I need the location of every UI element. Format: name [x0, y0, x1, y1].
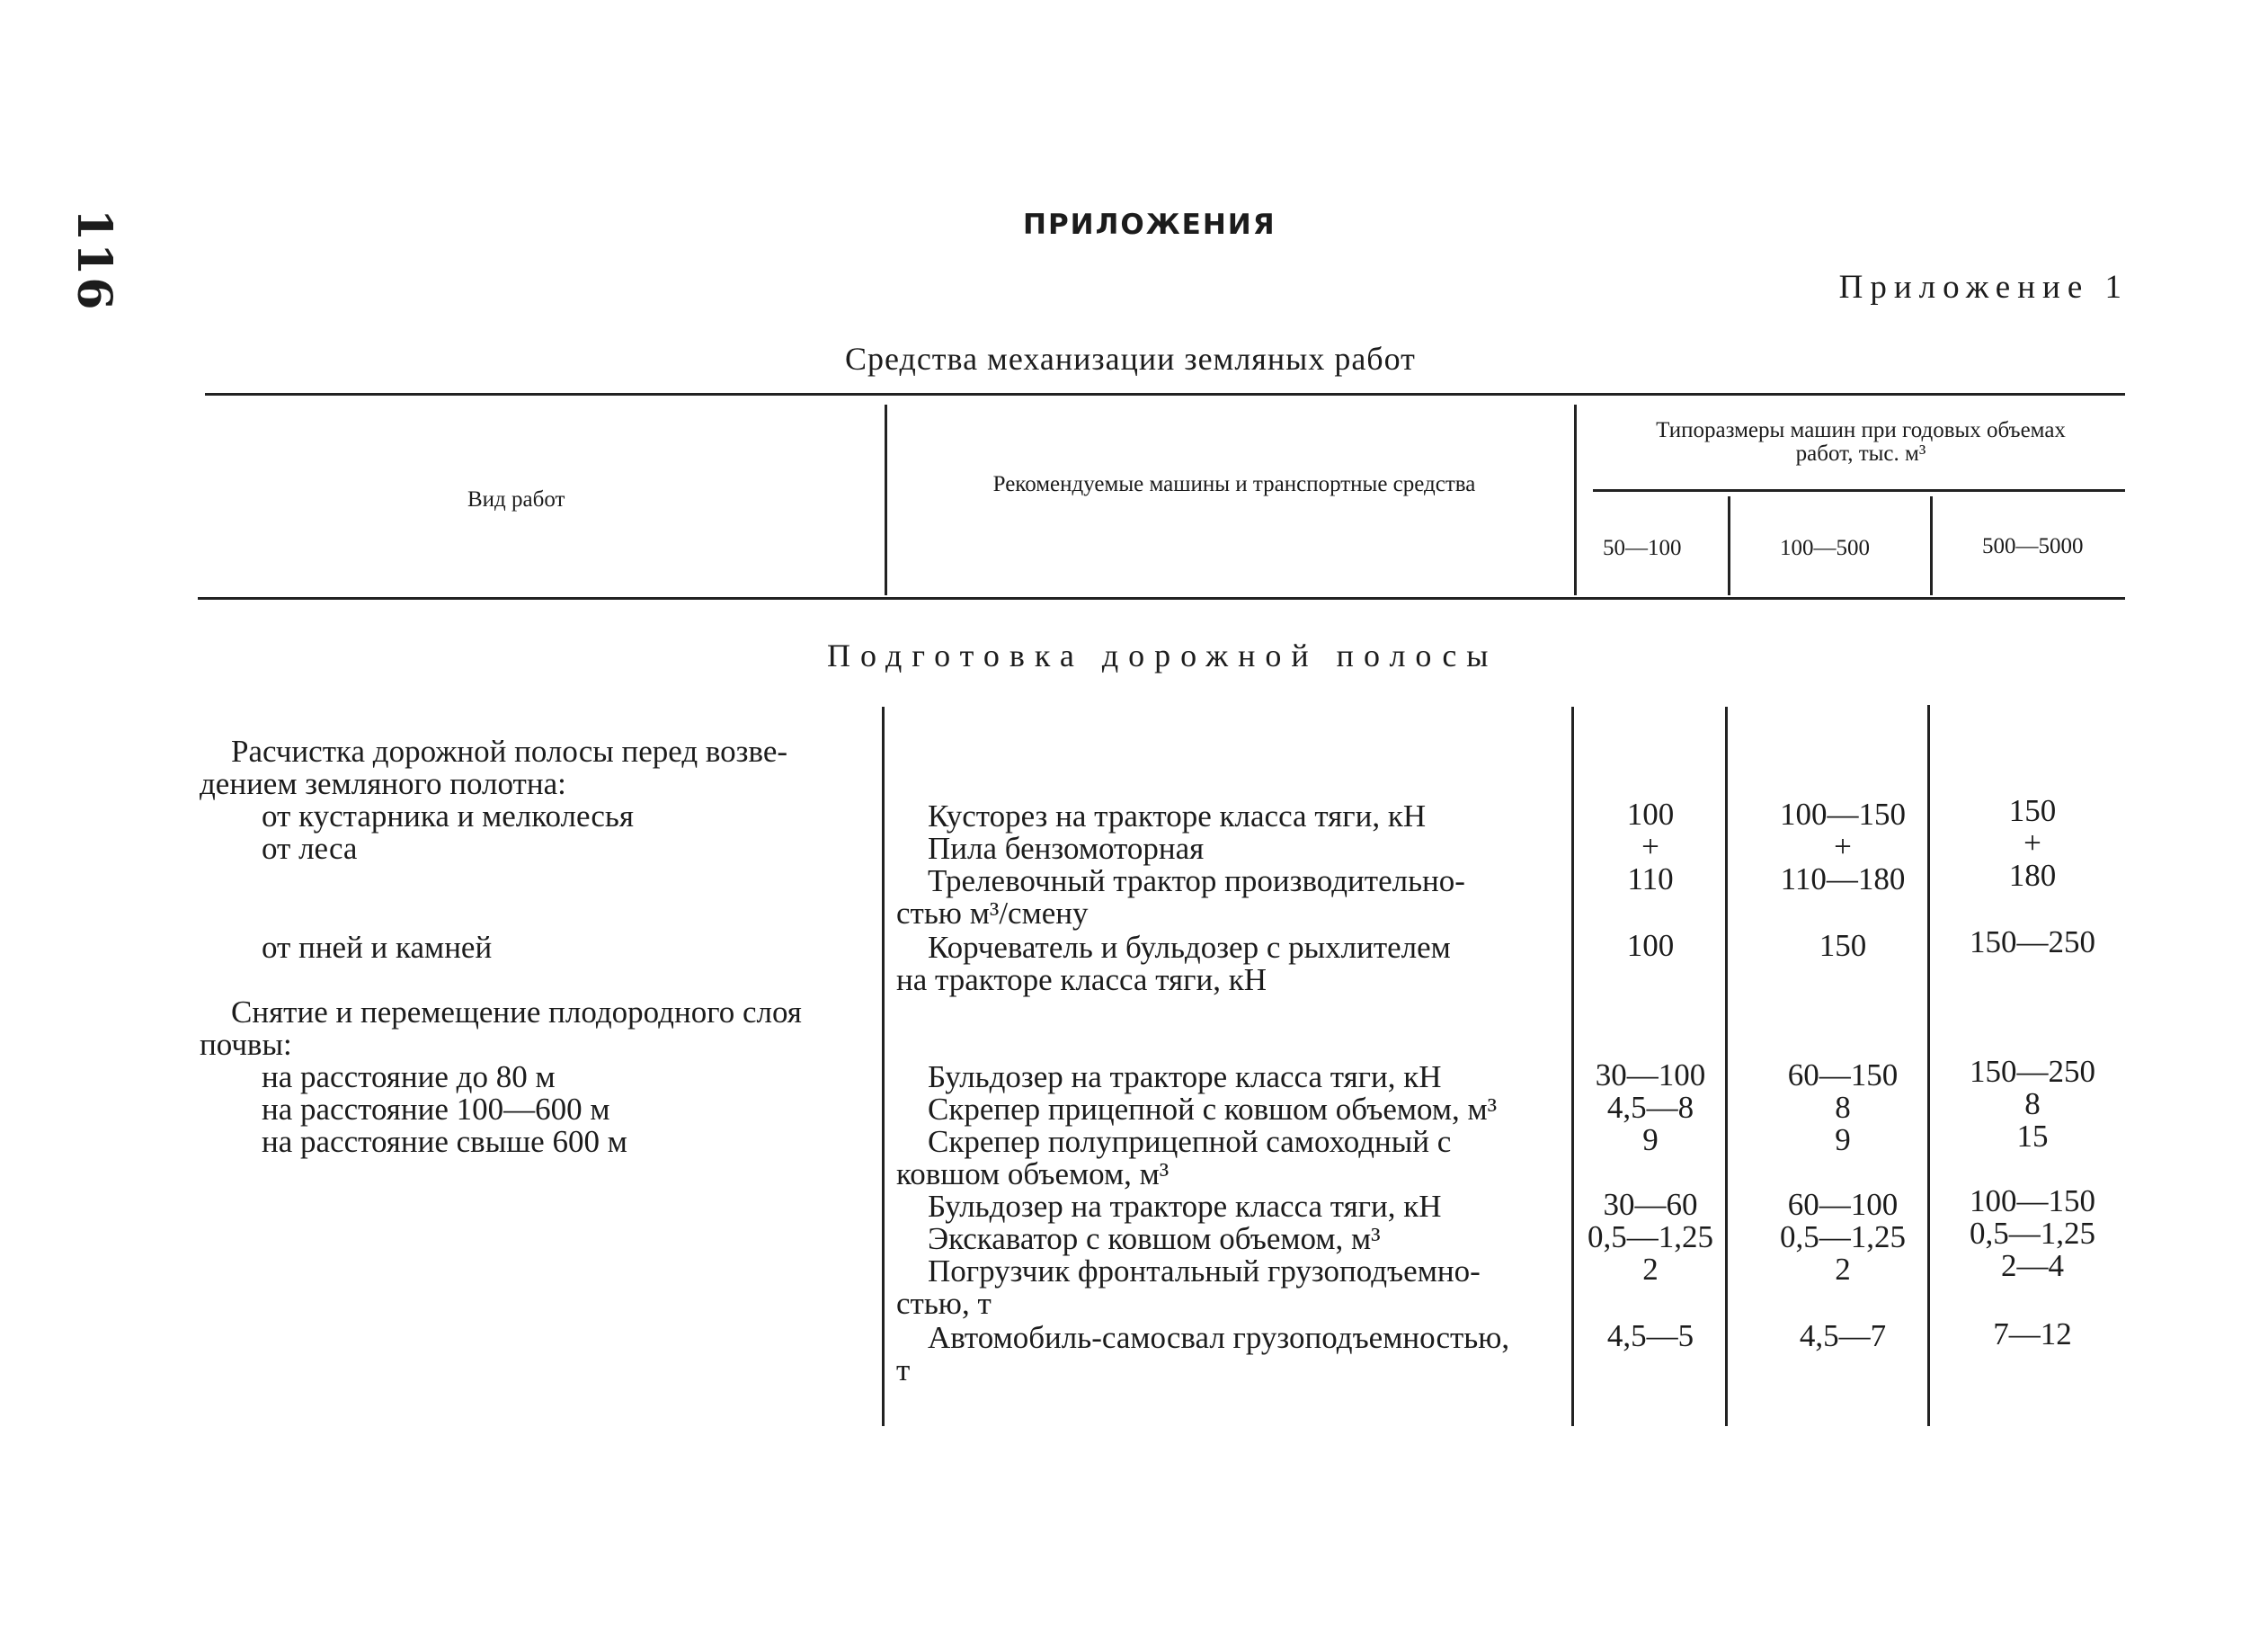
cell-range-3: 7—12	[1993, 1316, 2072, 1351]
cell-range-1: 110	[1627, 861, 1674, 896]
cell-range-2: 150	[1819, 928, 1867, 963]
cell-range-2: 100—150	[1780, 797, 1906, 832]
machine-line: стью м³/смену	[896, 896, 1089, 931]
cell-range-1: 30—100	[1595, 1057, 1706, 1093]
header-divider-3	[1728, 496, 1730, 595]
machine-line: т	[896, 1352, 911, 1387]
machine-line: Экскаватор с ковшом объемом, м³	[928, 1221, 1381, 1256]
cell-range-2: 60—100	[1787, 1187, 1899, 1222]
cell-range-2: 0,5—1,25	[1780, 1219, 1906, 1254]
work-line: дением земляного полотна:	[200, 766, 566, 801]
cell-range-1: 100	[1626, 928, 1675, 963]
work-line: на расстояние свыше 600 м	[262, 1124, 627, 1159]
cell-range-1: 0,5—1,25	[1588, 1219, 1713, 1254]
cell-range-2: 110—180	[1780, 861, 1906, 896]
cell-range-3: 8	[2024, 1086, 2041, 1121]
subsection-heading: Подготовка дорожной полосы	[827, 638, 1499, 673]
work-line: от кустарника и мелколесья	[262, 798, 634, 834]
header-divider-1	[885, 405, 887, 595]
cell-range-1: 2	[1642, 1252, 1659, 1287]
appendix-label: Приложение 1	[1838, 269, 2129, 306]
machine-line: Погрузчик фронтальный грузоподъемно-	[928, 1253, 1481, 1289]
cell-range-3: 2—4	[2001, 1248, 2064, 1283]
cell-range-2: 60—150	[1787, 1057, 1899, 1093]
cell-range-2: 4,5—7	[1799, 1318, 1887, 1353]
header-range-2: 100—500	[1780, 536, 1870, 560]
work-line: от леса	[262, 831, 358, 866]
work-line: почвы:	[200, 1027, 292, 1062]
table-top-rule	[205, 393, 2125, 396]
machine-line: Бульдозер на тракторе класса тяги, кН	[928, 1059, 1442, 1094]
body-divider-2	[1571, 707, 1574, 1426]
cell-range-2: 9	[1835, 1122, 1851, 1157]
cell-range-1: 9	[1642, 1122, 1659, 1157]
header-bottom-rule	[198, 597, 2125, 600]
header-range-1: 50—100	[1603, 536, 1682, 560]
cell-range-2: 2	[1835, 1252, 1851, 1287]
cell-range-3: 150	[2008, 793, 2057, 828]
machine-line: Скрепер полуприцепной самоходный с	[928, 1124, 1452, 1159]
section-title: ПРИЛОЖЕНИЯ	[1023, 209, 1276, 241]
cell-range-1: 30—60	[1603, 1187, 1698, 1222]
cell-range-1: 4,5—8	[1606, 1090, 1694, 1125]
body-divider-1	[882, 707, 885, 1426]
work-line: на расстояние до 80 м	[262, 1059, 556, 1094]
cell-range-1: 4,5—5	[1606, 1318, 1694, 1353]
cell-range-2: 8	[1835, 1090, 1851, 1125]
cell-range-3: 150—250	[1970, 924, 2095, 959]
machine-line: Пила бензомоторная	[928, 831, 1205, 866]
header-range-3: 500—5000	[1982, 534, 2084, 558]
cell-range-1: 100	[1626, 797, 1675, 832]
work-line: Снятие и перемещение плодородного слоя	[231, 994, 802, 1030]
machine-line: Автомобиль-самосвал грузоподъемностью,	[928, 1320, 1510, 1355]
cell-range-3: +	[2023, 825, 2041, 861]
machine-line: Корчеватель и бульдозер с рыхлителем	[928, 930, 1451, 965]
header-divider-4	[1930, 496, 1933, 595]
machine-line: Трелевочный трактор производительно-	[928, 863, 1465, 898]
cell-range-3: 0,5—1,25	[1970, 1216, 2095, 1251]
table-title: Средства механизации земляных работ	[845, 341, 1416, 377]
machine-line: Бульдозер на тракторе класса тяги, кН	[928, 1189, 1442, 1224]
machine-line: Скрепер прицепной с ковшом объемом, м³	[928, 1092, 1498, 1127]
machine-line: стью, т	[896, 1286, 992, 1321]
cell-range-3: 180	[2008, 858, 2057, 893]
cell-range-3: 150—250	[1970, 1054, 2095, 1089]
cell-range-3: 100—150	[1970, 1183, 2095, 1218]
header-sizes-group: Типоразмеры машин при годовых объемах работ, тыс. м³	[1656, 418, 2066, 466]
body-divider-3	[1725, 707, 1728, 1426]
cell-range-1: +	[1641, 829, 1659, 864]
body-divider-4	[1927, 705, 1930, 1426]
cell-range-3: 15	[2016, 1119, 2049, 1154]
machine-line: ковшом объемом, м³	[896, 1156, 1170, 1191]
page-number: 116	[67, 209, 121, 312]
header-machines: Рекомендуемые машины и транспортные средства	[992, 472, 1476, 496]
header-work-type: Вид работ	[467, 487, 565, 512]
work-line: Расчистка дорожной полосы перед возве-	[231, 734, 788, 769]
cell-range-2: +	[1834, 829, 1852, 864]
machine-line: на тракторе класса тяги, кН	[896, 962, 1267, 997]
sizes-group-rule	[1593, 489, 2125, 492]
header-divider-2	[1574, 405, 1577, 595]
machine-line: Кусторез на тракторе класса тяги, кН	[928, 798, 1427, 834]
work-line: от пней и камней	[262, 930, 493, 965]
work-line: на расстояние 100—600 м	[262, 1092, 610, 1127]
